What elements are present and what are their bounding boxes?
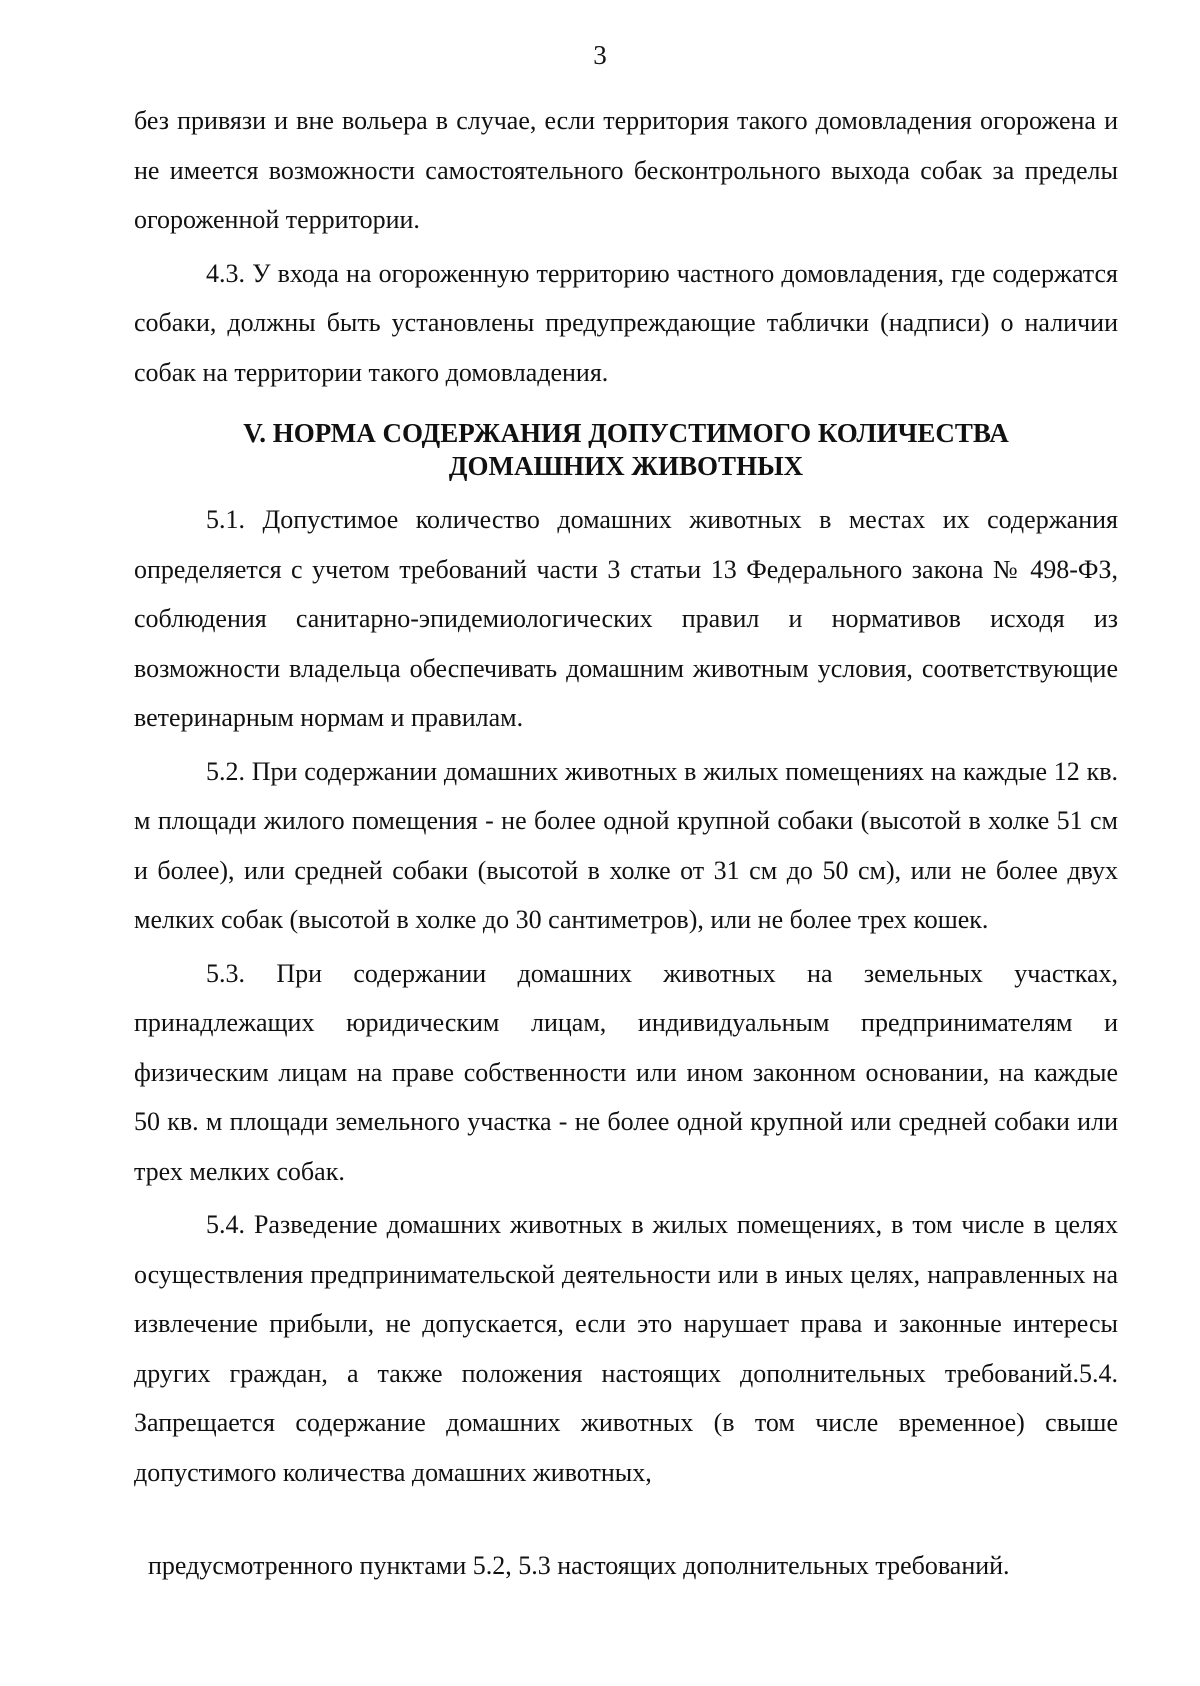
document-body xyxy=(134,96,1118,1497)
paragraph-5-2: 5.2. При содержании домашних животных в жилых помещениях на каждые 12 кв. м площади жилого помещения - не более одной крупной собаки (высотой в холке 51 см и более), или средней собаки (высотой в холке от 31 см до 50 см), или не более двух мелких собак (высотой в холке до 30 сантиметров), или не более трех кошек. xyxy=(134,756,1118,934)
section-heading-line-1: V. НОРМА СОДЕРЖАНИЯ ДОПУСТИМОГО КОЛИЧЕСТВА xyxy=(243,418,1009,448)
paragraph-4-3: 4.3. У входа на огороженную территорию частного домовладения, где содержатся собаки, должны быть установлены предупреждающие таблички (надписи) о наличии собак на территории такого домовладения. xyxy=(134,258,1118,387)
paragraph-5-1: 5.1. Допустимое количество домашних животных в местах их содержания определяется с учетом требований части 3 статьи 13 Федерального закона № 498-ФЗ, соблюдения санитарно-эпидемиологических правил и нормативов исходя из возможности владельца обеспечивать домашним животным условия, соответствующие ветеринарным нормам и правилам. xyxy=(134,505,1118,732)
page-number: 3 xyxy=(593,40,607,70)
paragraph-5-3: 5.3. При содержании домашних животных на земельных участках, принадлежащих юридическим лицам, индивидуальным предпринимателям и физическим лицам на праве собственности или ином законном основании, на каждые 50 кв. м площади земельного участка - не более одной крупной или средней собаки или трех мелких собак. xyxy=(134,958,1118,1186)
section-heading-v xyxy=(134,417,1118,483)
paragraph-continuation-4-2: без привязи и вне вольера в случае, если территория такого домовладения огорожена и не имеется возможности самостоятельного бесконтрольного выхода собак за пределы огороженной территории. xyxy=(134,106,1118,234)
paragraph-5-4: 5.4. Разведение домашних животных в жилых помещениях, в том числе в целях осуществления предпринимательской деятельности или в иных целях, направленных на извлечение прибыли, не допускается, если это нарушает права и законные интересы других граждан, а также положения настоящих дополнительных требований.5.4. Запрещается содержание домашних животных (в том числе временное) свыше допустимого количества домашних животных, xyxy=(134,1210,1118,1487)
section-heading-line-2: ДОМАШНИХ ЖИВОТНЫХ xyxy=(448,451,804,481)
paragraph-5-4-continued: предусмотренного пунктами 5.2, 5.3 настоящих дополнительных требований. xyxy=(148,1551,1010,1580)
